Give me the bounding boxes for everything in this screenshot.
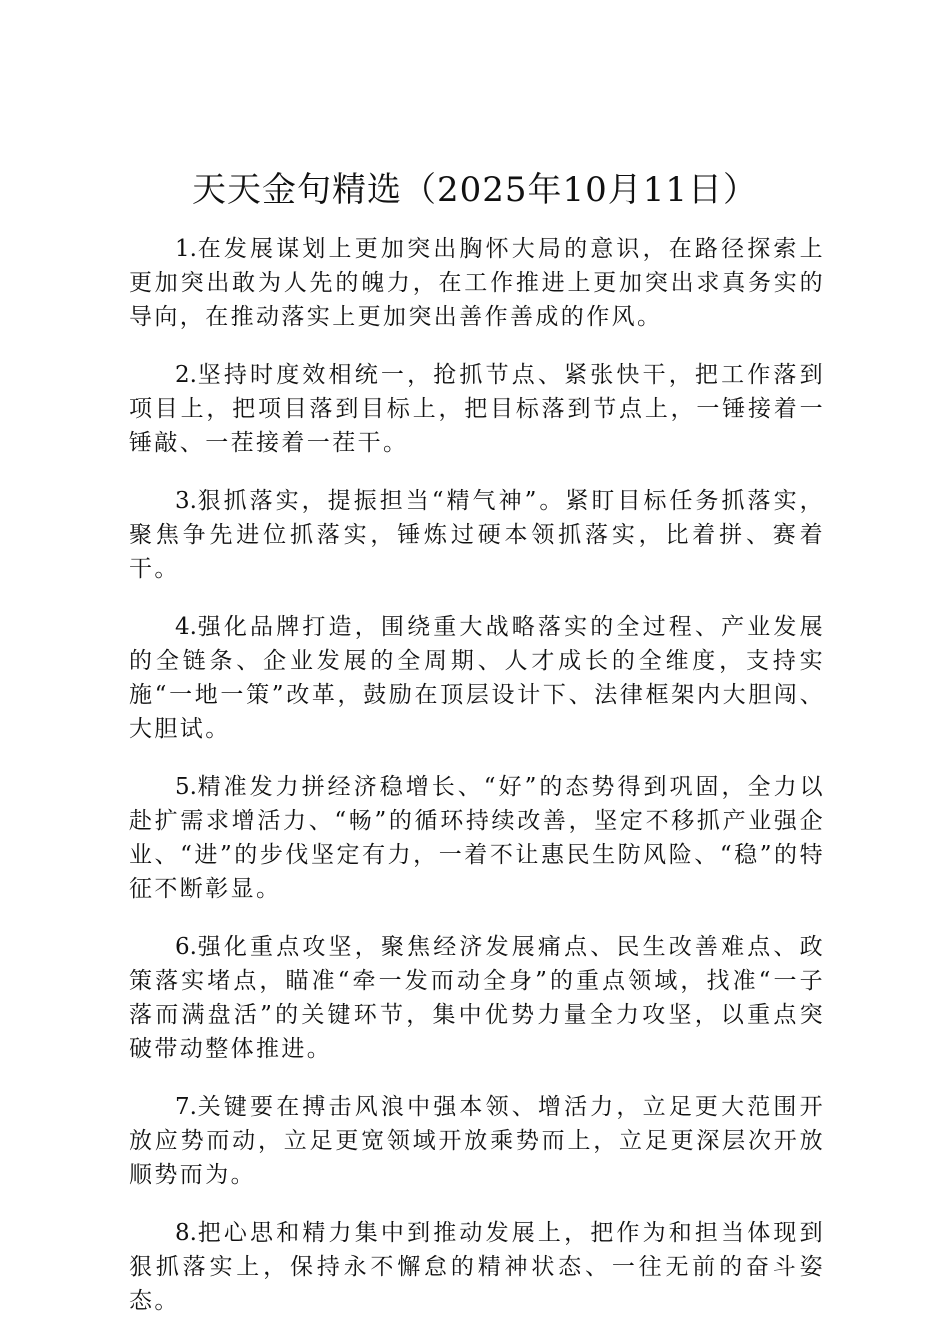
quote-text: 精准发力拼经济稳增长、“好”的态势得到巩固，全力以赴扩需求增活力、“畅”的循环持续改善，坚定不移抓产业强企业、“进”的步伐坚定有力，一着不让惠民生防风险、“稳”的特征不断彰显。 [129, 774, 825, 902]
quote-item [129, 610, 825, 746]
quote-item [129, 1216, 825, 1318]
quote-number: 4. [175, 614, 197, 640]
quote-text: 在发展谋划上更加突出胸怀大局的意识，在路径探索上更加突出敢为人先的魄力，在工作推进上更加突出求真务实的导向，在推动落实上更加突出善作善成的作风。 [129, 236, 825, 330]
quote-text: 强化重点攻坚，聚焦经济发展痛点、民生改善难点、政策落实堵点，瞄准“牵一发而动全身”的重点领域，找准“一子落而满盘活”的关键环节，集中优势力量全力攻坚，以重点突破带动整体推进。 [129, 934, 825, 1062]
quote-item [129, 358, 825, 460]
quote-number: 3. [175, 488, 197, 514]
quote-number: 6. [175, 934, 197, 960]
quote-text: 关键要在搏击风浪中强本领、增活力，立足更大范围开放应势而动，立足更宽领域开放乘势而上，立足更深层次开放顺势而为。 [129, 1094, 825, 1188]
quote-text: 狠抓落实，提振担当“精气神”。紧盯目标任务抓落实，聚焦争先进位抓落实，锤炼过硬本领抓落实，比着拼、赛着干。 [129, 488, 825, 582]
quote-item [129, 1090, 825, 1192]
quote-number: 7. [175, 1094, 197, 1120]
quote-number: 8. [175, 1220, 197, 1246]
quote-text: 坚持时度效相统一，抢抓节点、紧张快干，把工作落到项目上，把项目落到目标上，把目标落到节点上，一锤接着一锤敲、一茬接着一茬干。 [129, 362, 825, 456]
quote-text: 强化品牌打造，围绕重大战略落实的全过程、产业发展的全链条、企业发展的全周期、人才成长的全维度，支持实施“一地一策”改革，鼓励在顶层设计下、法律框架内大胆闯、大胆试。 [129, 614, 825, 742]
quote-number: 1. [175, 236, 197, 262]
quote-number: 2. [175, 362, 197, 388]
quote-item [129, 770, 825, 906]
quote-text: 把心思和精力集中到推动发展上，把作为和担当体现到狠抓落实上，保持永不懈怠的精神状态、一往无前的奋斗姿态。 [129, 1220, 825, 1314]
quote-item [129, 930, 825, 1066]
quote-number: 5. [175, 774, 197, 800]
page-title: 天天金句精选（2025年10月11日） [191, 170, 759, 210]
quote-item [129, 484, 825, 586]
quote-list [129, 232, 825, 1342]
quote-item [129, 232, 825, 334]
